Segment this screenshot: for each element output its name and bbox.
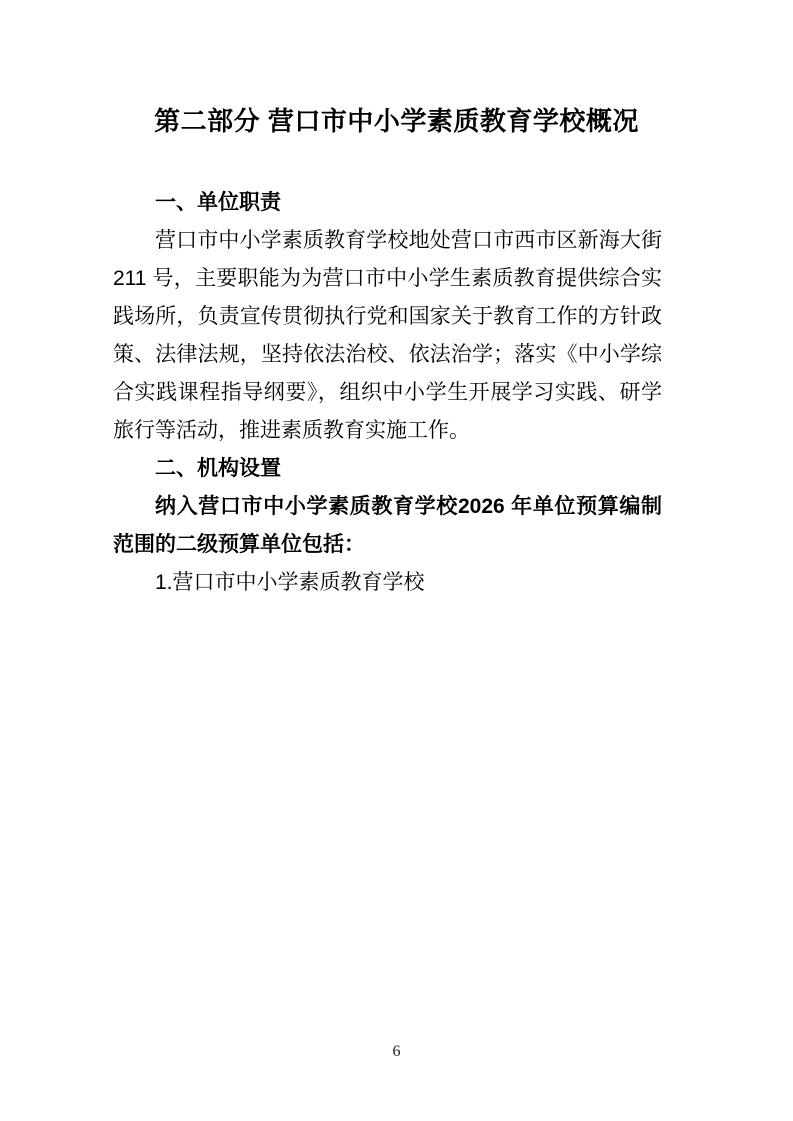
document-body (113, 184, 662, 602)
section-heading-organization-setup: 二、机构设置 (155, 457, 281, 480)
paragraph-budget-scope: 纳入营口市中小学素质教育学校2026 年单位预算编制范围的二级预算单位包括： (113, 495, 662, 556)
page-title: 第二部分 营口市中小学素质教育学校概况 (154, 106, 639, 136)
paragraph-unit-duties: 营口市中小学素质教育学校地处营口市西市区新海大街 211 号，主要职能为为营口市中小学生素质教育提供综合实践场所，负责宣传贯彻执行党和国家关于教育工作的方针政策、法律法规，坚持依法治校、依法治学；落实《中小学综合实践课程指导纲要》，组织中小学生开展学习实践、研学旅行等活动，推进素质教育实施工作。 (113, 229, 662, 442)
section-heading-unit-duties: 一、单位职责 (155, 191, 281, 214)
list-item-budget-unit-1: 1.营口市中小学素质教育学校 (155, 571, 425, 594)
page-number: 6 (392, 1043, 401, 1060)
